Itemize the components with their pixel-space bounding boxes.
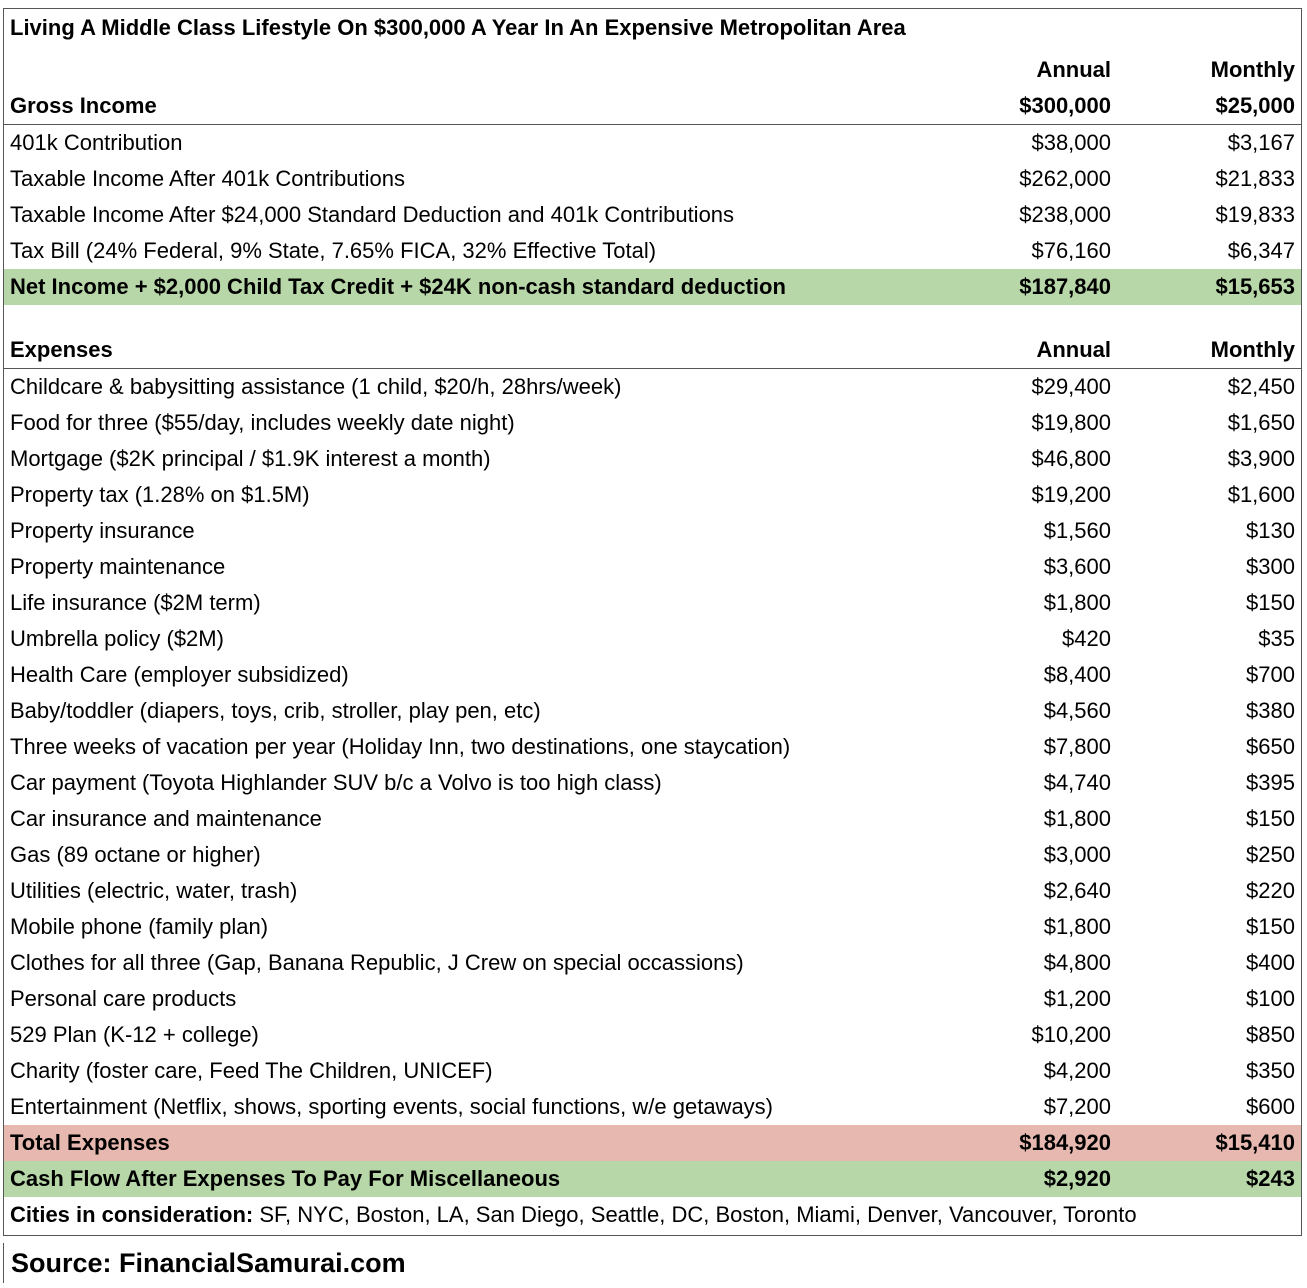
row-label: Baby/toddler (diapers, toys, crib, stroller, play pen, etc) bbox=[10, 698, 541, 723]
table-title-row bbox=[4, 10, 1301, 46]
table-row bbox=[4, 549, 1301, 585]
expenses-annual-header: Annual bbox=[1036, 337, 1111, 362]
row-annual: $1,560 bbox=[1043, 518, 1111, 543]
row-label: Mobile phone (family plan) bbox=[10, 914, 269, 939]
table-row bbox=[4, 981, 1301, 1017]
row-label: Taxable Income After 401k Contributions bbox=[10, 166, 406, 191]
table-row bbox=[4, 1017, 1301, 1053]
table-row bbox=[4, 945, 1301, 981]
row-monthly: $300 bbox=[1246, 554, 1295, 579]
source-box bbox=[3, 1243, 414, 1283]
table-row bbox=[4, 765, 1301, 801]
table-row bbox=[4, 233, 1301, 269]
net-income-monthly: $15,653 bbox=[1215, 274, 1295, 299]
row-annual: $19,800 bbox=[1031, 410, 1111, 435]
row-annual: $1,800 bbox=[1043, 806, 1111, 831]
table-row bbox=[4, 405, 1301, 441]
row-monthly: $350 bbox=[1246, 1058, 1295, 1083]
row-label: Clothes for all three (Gap, Banana Republic, J Crew on special occassions) bbox=[10, 950, 744, 975]
table-row bbox=[4, 1053, 1301, 1089]
table-row bbox=[4, 585, 1301, 621]
row-annual: $38,000 bbox=[1031, 130, 1111, 155]
table-row bbox=[4, 909, 1301, 945]
table-row bbox=[4, 477, 1301, 513]
table-row bbox=[4, 369, 1301, 405]
row-annual: $262,000 bbox=[1019, 166, 1111, 191]
table-row bbox=[4, 125, 1301, 161]
row-monthly: $19,833 bbox=[1215, 202, 1295, 227]
row-label: Mortgage ($2K principal / $1.9K interest a month) bbox=[10, 446, 491, 471]
cash-flow-row bbox=[4, 1161, 1301, 1197]
row-label: Tax Bill (24% Federal, 9% State, 7.65% FICA, 32% Effective Total) bbox=[10, 238, 657, 263]
row-monthly: $130 bbox=[1246, 518, 1295, 543]
row-annual: $1,200 bbox=[1043, 986, 1111, 1011]
cities-list: SF, NYC, Boston, LA, San Diego, Seattle, DC, Boston, Miami, Denver, Vancouver, Toronto bbox=[253, 1202, 1137, 1227]
table-row bbox=[4, 621, 1301, 657]
row-annual: $10,200 bbox=[1031, 1022, 1111, 1047]
total-expenses-monthly: $15,410 bbox=[1215, 1130, 1295, 1155]
row-monthly: $650 bbox=[1246, 734, 1295, 759]
row-label: Food for three ($55/day, includes weekly date night) bbox=[10, 410, 515, 435]
income-header-row bbox=[4, 52, 1301, 88]
row-monthly: $1,650 bbox=[1227, 410, 1295, 435]
row-label: Charity (foster care, Feed The Children, UNICEF) bbox=[10, 1058, 493, 1083]
row-annual: $8,400 bbox=[1043, 662, 1111, 687]
cash-flow-label: Cash Flow After Expenses To Pay For Miscellaneous bbox=[10, 1166, 561, 1191]
net-income-label: Net Income + $2,000 Child Tax Credit + $24K non-cash standard deduction bbox=[10, 274, 786, 299]
row-annual: $238,000 bbox=[1019, 202, 1111, 227]
row-label: Utilities (electric, water, trash) bbox=[10, 878, 298, 903]
row-label: Personal care products bbox=[10, 986, 237, 1011]
row-annual: $4,800 bbox=[1043, 950, 1111, 975]
table-row bbox=[4, 1089, 1301, 1125]
table-row bbox=[4, 693, 1301, 729]
row-annual: $1,800 bbox=[1043, 914, 1111, 939]
row-monthly: $35 bbox=[1258, 626, 1295, 651]
row-monthly: $2,450 bbox=[1227, 374, 1295, 399]
row-monthly: $380 bbox=[1246, 698, 1295, 723]
expenses-monthly-header: Monthly bbox=[1210, 337, 1295, 362]
row-annual: $3,000 bbox=[1043, 842, 1111, 867]
row-label: Car payment (Toyota Highlander SUV b/c a Volvo is too high class) bbox=[10, 770, 662, 795]
row-annual: $3,600 bbox=[1043, 554, 1111, 579]
row-annual: $4,560 bbox=[1043, 698, 1111, 723]
monthly-column-header: Monthly bbox=[1210, 57, 1295, 82]
row-annual: $7,800 bbox=[1043, 734, 1111, 759]
row-annual: $19,200 bbox=[1031, 482, 1111, 507]
table-row bbox=[4, 837, 1301, 873]
row-label: Life insurance ($2M term) bbox=[10, 590, 261, 615]
row-monthly: $250 bbox=[1246, 842, 1295, 867]
row-monthly: $3,900 bbox=[1227, 446, 1295, 471]
annual-column-header: Annual bbox=[1036, 57, 1111, 82]
row-label: Three weeks of vacation per year (Holiday Inn, two destinations, one staycation) bbox=[10, 734, 791, 759]
row-monthly: $150 bbox=[1246, 806, 1295, 831]
row-annual: $2,640 bbox=[1043, 878, 1111, 903]
row-monthly: $600 bbox=[1246, 1094, 1295, 1119]
cities-note bbox=[10, 1197, 1137, 1233]
net-income-row bbox=[4, 269, 1301, 305]
table-row bbox=[4, 513, 1301, 549]
row-label: Property maintenance bbox=[10, 554, 226, 579]
row-label: Childcare & babysitting assistance (1 child, $20/h, 28hrs/week) bbox=[10, 374, 622, 399]
row-monthly: $150 bbox=[1246, 590, 1295, 615]
total-expenses-annual: $184,920 bbox=[1019, 1130, 1111, 1155]
total-expenses-row bbox=[4, 1125, 1301, 1161]
row-label: Health Care (employer subsidized) bbox=[10, 662, 349, 687]
gross-income-annual: $300,000 bbox=[1019, 93, 1111, 118]
row-monthly: $100 bbox=[1246, 986, 1295, 1011]
gross-income-row bbox=[4, 88, 1301, 124]
table-row bbox=[4, 729, 1301, 765]
table-row bbox=[4, 161, 1301, 197]
row-label: Umbrella policy ($2M) bbox=[10, 626, 224, 651]
table-row bbox=[4, 657, 1301, 693]
cash-flow-monthly: $243 bbox=[1246, 1166, 1295, 1191]
row-label: 401k Contribution bbox=[10, 130, 183, 155]
row-monthly: $220 bbox=[1246, 878, 1295, 903]
gross-income-monthly: $25,000 bbox=[1215, 93, 1295, 118]
table-row bbox=[4, 801, 1301, 837]
page-title: Living A Middle Class Lifestyle On $300,000 A Year In An Expensive Metropolitan Area bbox=[10, 15, 906, 40]
row-label: Gas (89 octane or higher) bbox=[10, 842, 261, 867]
row-monthly: $150 bbox=[1246, 914, 1295, 939]
row-label: Property tax (1.28% on $1.5M) bbox=[10, 482, 310, 507]
row-annual: $76,160 bbox=[1031, 238, 1111, 263]
row-monthly: $1,600 bbox=[1227, 482, 1295, 507]
row-annual: $4,740 bbox=[1043, 770, 1111, 795]
cities-label: Cities in consideration: bbox=[10, 1202, 254, 1227]
row-monthly: $6,347 bbox=[1227, 238, 1295, 263]
row-label: Entertainment (Netflix, shows, sporting events, social functions, w/e getaways) bbox=[10, 1094, 774, 1119]
row-annual: $29,400 bbox=[1031, 374, 1111, 399]
row-monthly: $400 bbox=[1246, 950, 1295, 975]
row-monthly: $21,833 bbox=[1215, 166, 1295, 191]
source-credit: Source: FinancialSamurai.com bbox=[11, 1248, 406, 1278]
row-annual: $420 bbox=[1062, 626, 1111, 651]
gross-income-label: Gross Income bbox=[10, 93, 157, 118]
table-row bbox=[4, 197, 1301, 233]
expenses-header-label: Expenses bbox=[10, 337, 113, 362]
row-monthly: $700 bbox=[1246, 662, 1295, 687]
row-label: Car insurance and maintenance bbox=[10, 806, 322, 831]
row-annual: $4,200 bbox=[1043, 1058, 1111, 1083]
row-label: Taxable Income After $24,000 Standard Deduction and 401k Contributions bbox=[10, 202, 735, 227]
net-income-annual: $187,840 bbox=[1019, 274, 1111, 299]
row-annual: $46,800 bbox=[1031, 446, 1111, 471]
expenses-header-row bbox=[4, 332, 1301, 368]
table-row bbox=[4, 873, 1301, 909]
total-expenses-label: Total Expenses bbox=[10, 1130, 170, 1155]
table-row bbox=[4, 441, 1301, 477]
row-label: 529 Plan (K-12 + college) bbox=[10, 1022, 259, 1047]
row-annual: $7,200 bbox=[1043, 1094, 1111, 1119]
cash-flow-annual: $2,920 bbox=[1043, 1166, 1111, 1191]
row-monthly: $850 bbox=[1246, 1022, 1295, 1047]
row-monthly: $3,167 bbox=[1227, 130, 1295, 155]
row-annual: $1,800 bbox=[1043, 590, 1111, 615]
row-label: Property insurance bbox=[10, 518, 195, 543]
row-monthly: $395 bbox=[1246, 770, 1295, 795]
